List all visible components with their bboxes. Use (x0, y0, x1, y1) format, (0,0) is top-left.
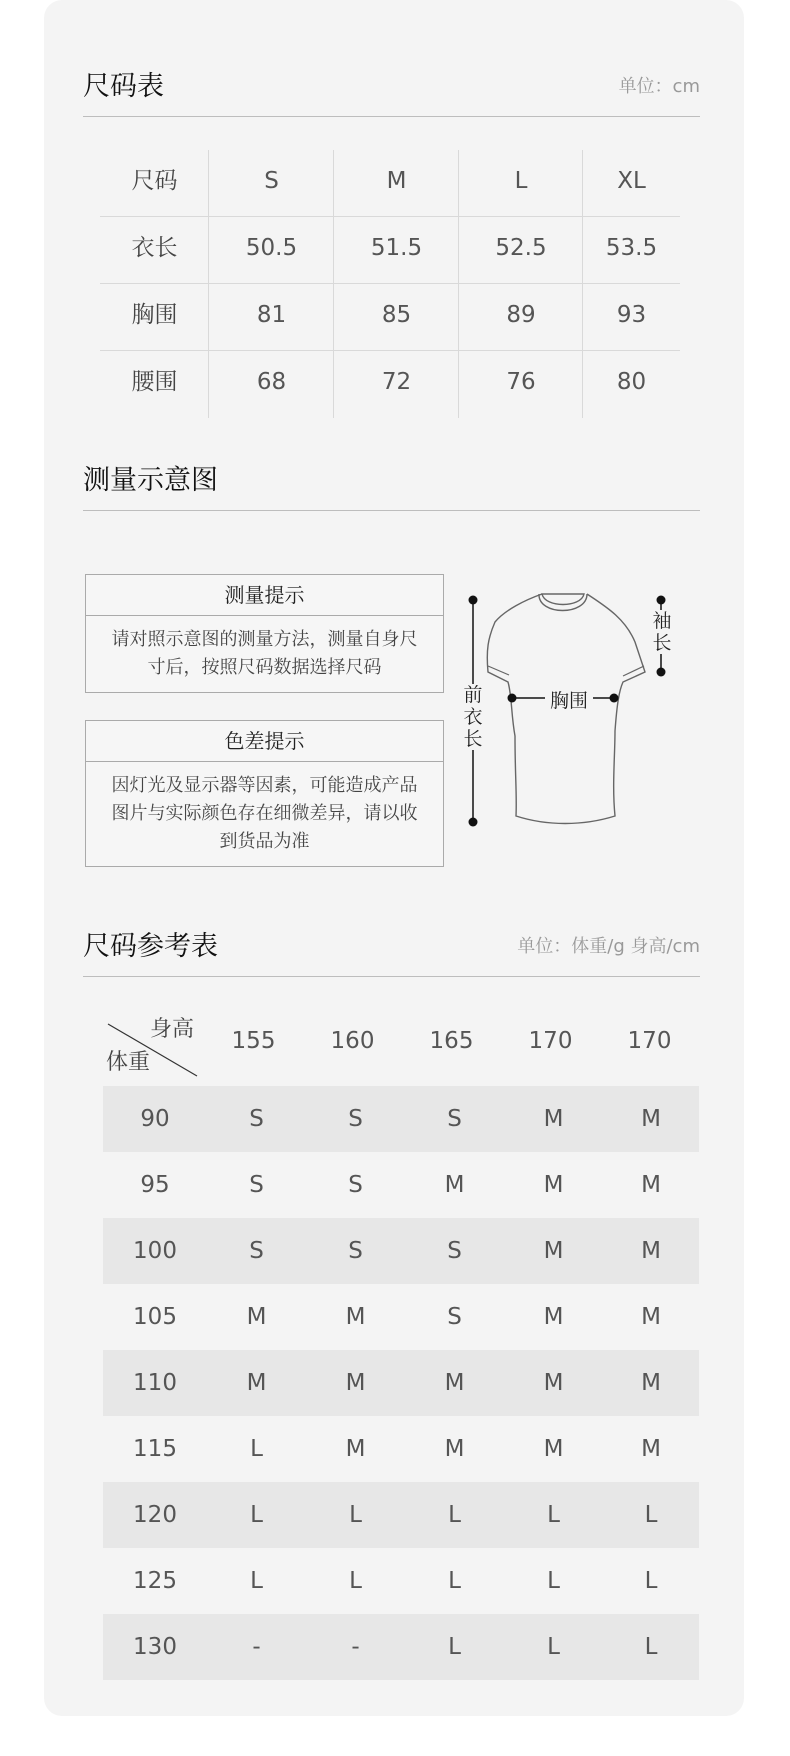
size-cell: M (543, 1106, 564, 1132)
size-cell: M (641, 1172, 661, 1198)
size-cell: M (543, 1172, 564, 1198)
divider (83, 976, 700, 977)
reference-unit: 单位：体重/g 身高/cm (517, 936, 700, 957)
size-cell: S (447, 1238, 462, 1264)
size-cell: L (250, 1568, 263, 1594)
size-table-header-cell: XL (617, 168, 646, 194)
size-table (100, 150, 680, 418)
size-table-cell: 52.5 (459, 217, 583, 284)
weight-cell: 100 (133, 1238, 177, 1264)
divider (83, 116, 700, 117)
size-cell: M (641, 1106, 661, 1132)
size-cell: L (448, 1634, 461, 1660)
size-cell: M (543, 1304, 564, 1330)
weight-cell: 110 (133, 1370, 177, 1396)
size-cell: M (345, 1370, 366, 1396)
size-table-cell: 腰围 (100, 351, 209, 418)
reference-table-row (103, 1350, 699, 1416)
chest-label: 胸围 (545, 686, 593, 713)
size-table-header-cell: M (334, 150, 459, 217)
weight-cell: 130 (133, 1634, 177, 1660)
size-cell: M (444, 1436, 465, 1462)
size-cell: M (543, 1370, 564, 1396)
size-table-cell: 51.5 (334, 217, 459, 284)
size-chart-title: 尺码表 (83, 71, 164, 102)
size-cell: M (444, 1172, 465, 1198)
measure-tip-text: 请对照示意图的测量方法，测量自身尺寸后，按照尺码数据选择尺码 (111, 629, 418, 678)
height-header-cell: 155 (231, 1028, 276, 1054)
size-chart-unit: 单位：cm (618, 76, 700, 97)
weight-cell: 115 (133, 1436, 177, 1462)
size-table-cell: 80 (616, 369, 647, 395)
reference-title: 尺码参考表 (83, 931, 218, 962)
size-cell: L (547, 1568, 560, 1594)
height-header-cell: 170 (528, 1028, 573, 1054)
weight-corner-label: 体重 (106, 1050, 151, 1075)
size-cell: S (348, 1238, 363, 1264)
tshirt-diagram (455, 586, 695, 836)
size-cell: - (351, 1634, 360, 1660)
reference-table-row (103, 1548, 699, 1614)
size-cell: L (547, 1634, 560, 1660)
reference-table-row (103, 1284, 699, 1350)
reference-table-row (103, 1218, 699, 1284)
size-table-header-row (100, 150, 680, 217)
weight-cell: 95 (140, 1172, 170, 1198)
size-cell: M (444, 1370, 465, 1396)
height-corner-label: 身高 (150, 1017, 195, 1042)
reference-table-row (103, 1086, 699, 1152)
size-cell: S (249, 1172, 264, 1198)
reference-table (103, 1000, 699, 1680)
size-cell: M (345, 1304, 366, 1330)
size-table-cell: 53.5 (605, 235, 658, 261)
size-cell: M (641, 1370, 661, 1396)
size-table-row (100, 284, 680, 351)
size-cell: S (348, 1172, 363, 1198)
weight-cell: 105 (133, 1304, 177, 1330)
size-cell: S (249, 1106, 264, 1132)
measure-tip-box (85, 574, 444, 693)
reference-header (83, 924, 700, 960)
size-table-cell: 81 (209, 284, 334, 351)
size-cell: L (250, 1502, 263, 1528)
height-header-cell: 160 (330, 1028, 375, 1054)
size-table-row (100, 217, 680, 284)
size-cell: M (641, 1304, 661, 1330)
diagram-title: 测量示意图 (83, 465, 218, 496)
size-table-row (100, 351, 680, 418)
weight-cell: 90 (140, 1106, 170, 1132)
size-cell: M (641, 1238, 661, 1264)
height-header-cell: 165 (429, 1028, 474, 1054)
size-table-header-cell: L (459, 150, 583, 217)
size-cell: M (543, 1436, 564, 1462)
size-cell: L (644, 1502, 658, 1528)
color-tip-text: 因灯光及显示器等因素，可能造成产品图片与实际颜色存在细微差异，请以收到货品为准 (111, 775, 418, 852)
size-table-cell: 50.5 (209, 217, 334, 284)
size-cell: S (348, 1106, 363, 1132)
sleeve-label: 袖长 (652, 610, 672, 654)
size-table-header-cell: S (209, 150, 334, 217)
size-table-cell: 72 (334, 351, 459, 418)
size-cell: - (252, 1634, 261, 1660)
size-cell: L (250, 1436, 263, 1462)
reference-table-body (103, 1086, 699, 1680)
size-cell: M (246, 1304, 267, 1330)
size-cell: L (547, 1502, 560, 1528)
reference-table-row (103, 1416, 699, 1482)
reference-table-row (103, 1614, 699, 1680)
size-cell: M (345, 1436, 366, 1462)
size-cell: M (641, 1436, 661, 1462)
size-cell: L (349, 1568, 362, 1594)
measure-tip-title: 测量提示 (86, 575, 443, 616)
size-table-cell: 85 (334, 284, 459, 351)
height-header-cell: 170 (627, 1028, 672, 1054)
front-length-label: 前衣长 (463, 684, 483, 750)
size-table-cell: 衣长 (100, 217, 209, 284)
diagram-header (83, 458, 700, 494)
weight-cell: 120 (133, 1502, 177, 1528)
size-cell: S (249, 1238, 264, 1264)
size-cell: L (448, 1502, 461, 1528)
size-cell: S (447, 1304, 462, 1330)
size-cell: L (644, 1634, 658, 1660)
size-cell: L (448, 1568, 461, 1594)
size-chart-header (83, 64, 700, 100)
size-table-cell: 76 (459, 351, 583, 418)
color-tip-title: 色差提示 (86, 721, 443, 762)
reference-table-header (103, 1000, 699, 1086)
reference-table-row (103, 1482, 699, 1548)
color-tip-box (85, 720, 444, 867)
size-table-cell: 胸围 (100, 284, 209, 351)
size-cell: S (447, 1106, 462, 1132)
size-table-cell: 89 (459, 284, 583, 351)
size-cell: L (349, 1502, 362, 1528)
reference-table-row (103, 1152, 699, 1218)
size-cell: L (644, 1568, 658, 1594)
divider (83, 510, 700, 511)
weight-cell: 125 (133, 1568, 177, 1594)
size-cell: M (543, 1238, 564, 1264)
size-table-header-cell: 尺码 (100, 150, 209, 217)
size-table-cell: 68 (209, 351, 334, 418)
size-cell: M (246, 1370, 267, 1396)
size-table-cell: 93 (616, 302, 647, 328)
